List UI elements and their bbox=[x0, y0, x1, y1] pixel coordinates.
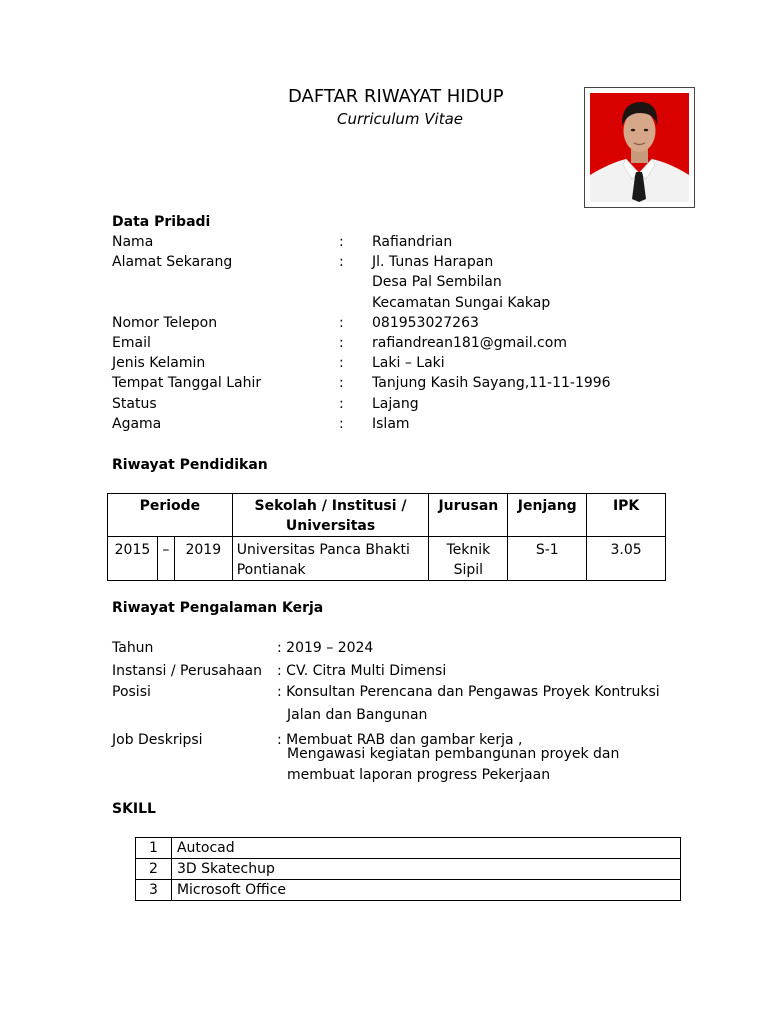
period-end-cell: 2019 bbox=[174, 537, 232, 581]
work-position-value-cont: Jalan dan Bangunan bbox=[287, 707, 428, 723]
table-row bbox=[136, 859, 681, 880]
gpa-cell: 3.05 bbox=[587, 537, 666, 581]
major-cell: Teknik Sipil bbox=[429, 537, 508, 581]
column-header-periode: Periode bbox=[108, 494, 233, 537]
field-separator: : bbox=[339, 355, 344, 371]
period-dash-cell: – bbox=[157, 537, 174, 581]
column-header-jenjang: Jenjang bbox=[508, 494, 587, 537]
work-year-label: Tahun bbox=[112, 640, 154, 656]
table-row bbox=[108, 537, 666, 581]
profile-photo bbox=[590, 93, 689, 202]
field-value: Jl. Tunas Harapan bbox=[372, 254, 494, 270]
school-cell: Universitas Panca Bhakti Pontianak bbox=[232, 537, 429, 581]
skill-name: 3D Skatechup bbox=[171, 859, 680, 880]
column-header-jurusan: Jurusan bbox=[429, 494, 508, 537]
field-separator: : bbox=[339, 375, 344, 391]
work-position-value: : Konsultan Perencana dan Pengawas Proyek Kontruksi bbox=[277, 684, 660, 700]
personal-heading: Data Pribadi bbox=[112, 214, 211, 230]
education-header-row bbox=[108, 494, 666, 537]
field-separator: : bbox=[339, 254, 344, 270]
table-row bbox=[136, 838, 681, 859]
period-start-cell: 2015 bbox=[108, 537, 158, 581]
education-table bbox=[107, 493, 666, 581]
field-value: Lajang bbox=[372, 396, 419, 412]
field-value: Islam bbox=[372, 416, 410, 432]
field-value: Laki – Laki bbox=[372, 355, 445, 371]
skill-name: Autocad bbox=[171, 838, 680, 859]
field-value: 081953027263 bbox=[372, 315, 479, 331]
field-label: Tempat Tanggal Lahir bbox=[112, 375, 262, 391]
field-label: Alamat Sekarang bbox=[112, 254, 233, 270]
column-header-ipk: IPK bbox=[587, 494, 666, 537]
skill-number: 1 bbox=[136, 838, 172, 859]
skill-number: 2 bbox=[136, 859, 172, 880]
work-job-value: : Membuat RAB dan gambar kerja , bbox=[277, 732, 523, 748]
field-value: Tanjung Kasih Sayang,11-11-1996 bbox=[372, 375, 611, 391]
field-label: Agama bbox=[112, 416, 162, 432]
skill-name: Microsoft Office bbox=[171, 880, 680, 901]
field-label: Email bbox=[112, 335, 151, 351]
work-job-value-cont: Mengawasi kegiatan pembangunan proyek dan bbox=[287, 746, 620, 762]
field-label: Jenis Kelamin bbox=[112, 355, 206, 371]
field-value: rafiandrean181@gmail.com bbox=[372, 335, 567, 351]
field-label: Nama bbox=[112, 234, 154, 250]
work-job-value-cont-2: membuat laporan progress Pekerjaan bbox=[287, 767, 551, 783]
work-position-label: Posisi bbox=[112, 684, 151, 700]
field-value: Kecamatan Sungai Kakap bbox=[372, 295, 551, 311]
table-row bbox=[136, 880, 681, 901]
skill-number: 3 bbox=[136, 880, 172, 901]
level-cell: S-1 bbox=[508, 537, 587, 581]
field-label: Nomor Telepon bbox=[112, 315, 218, 331]
skill-heading: SKILL bbox=[112, 801, 156, 817]
page-title: DAFTAR RIWAYAT HIDUP bbox=[288, 86, 504, 107]
work-year-value: : 2019 – 2024 bbox=[277, 640, 374, 656]
column-header-sekolah: Sekolah / Institusi / Universitas bbox=[232, 494, 429, 537]
work-heading: Riwayat Pengalaman Kerja bbox=[112, 600, 324, 616]
profile-photo-frame bbox=[584, 87, 695, 208]
field-value: Desa Pal Sembilan bbox=[372, 274, 502, 290]
field-separator: : bbox=[339, 396, 344, 412]
field-separator: : bbox=[339, 315, 344, 331]
work-company-value: : CV. Citra Multi Dimensi bbox=[277, 663, 447, 679]
field-separator: : bbox=[339, 416, 344, 432]
page-subtitle: Curriculum Vitae bbox=[337, 110, 464, 128]
skill-table bbox=[135, 837, 681, 901]
education-heading: Riwayat Pendidikan bbox=[112, 457, 268, 473]
field-separator: : bbox=[339, 234, 344, 250]
field-separator: : bbox=[339, 335, 344, 351]
field-label: Status bbox=[112, 396, 157, 412]
work-company-label: Instansi / Perusahaan bbox=[112, 663, 263, 679]
field-value: Rafiandrian bbox=[372, 234, 453, 250]
work-job-label: Job Deskripsi bbox=[112, 732, 203, 748]
